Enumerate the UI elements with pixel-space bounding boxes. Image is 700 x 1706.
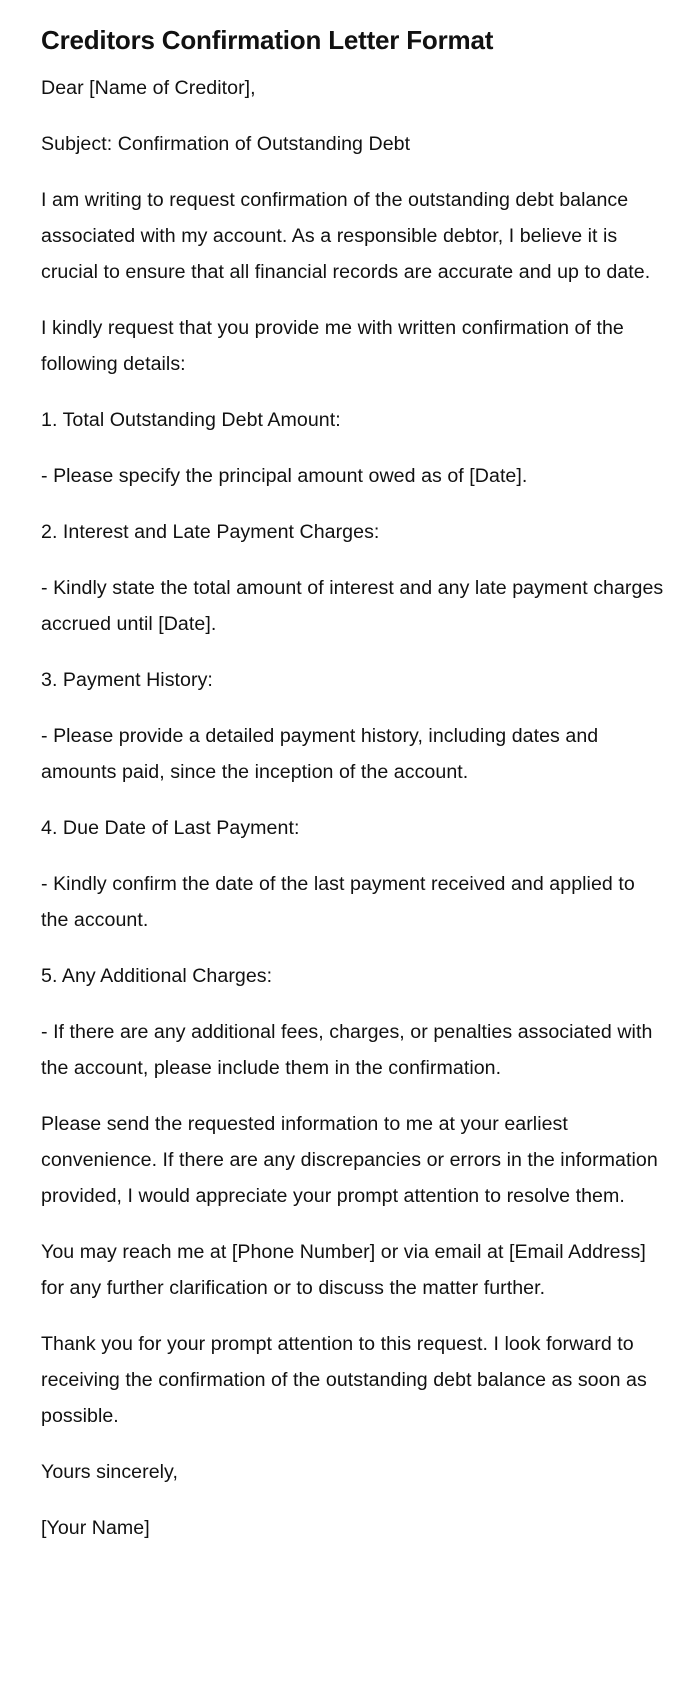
signature-name: [Your Name] xyxy=(41,1517,150,1539)
item-heading-1: 1. Total Outstanding Debt Amount: xyxy=(41,409,341,431)
contact-paragraph: You may reach me at [Phone Number] or via email at [Email Address] for any further clarification or to discuss the matter further. xyxy=(41,1241,646,1299)
document-title: Creditors Confirmation Letter Format xyxy=(41,25,494,55)
item-heading-4: 4. Due Date of Last Payment: xyxy=(41,817,300,839)
item-heading-5: 5. Any Additional Charges: xyxy=(41,965,273,987)
item-heading-2: 2. Interest and Late Payment Charges: xyxy=(41,521,380,543)
subject-line: Subject: Confirmation of Outstanding Debt xyxy=(41,133,411,155)
intro-paragraph: I am writing to request confirmation of the outstanding debt balance associated with my account. As a responsible debtor, I believe it is crucial to ensure that all financial records are accurate and up to date. xyxy=(41,189,651,283)
item-detail-5: - If there are any additional fees, charges, or penalties associated with the account, please include them in the confirmation. xyxy=(41,1021,653,1079)
salutation: Dear [Name of Creditor], xyxy=(41,77,256,99)
item-detail-4: - Kindly confirm the date of the last payment received and applied to the account. xyxy=(41,873,635,931)
thanks-paragraph: Thank you for your prompt attention to this request. I look forward to receiving the confirmation of the outstanding debt balance as soon as possible. xyxy=(41,1333,647,1427)
request-paragraph: I kindly request that you provide me with written confirmation of the following details: xyxy=(41,317,624,375)
closing: Yours sincerely, xyxy=(41,1461,178,1483)
item-heading-3: 3. Payment History: xyxy=(41,669,213,691)
item-detail-2: - Kindly state the total amount of interest and any late payment charges accrued until [Date]. xyxy=(41,577,664,635)
item-detail-3: - Please provide a detailed payment history, including dates and amounts paid, since the inception of the account. xyxy=(41,725,599,783)
send-request-paragraph: Please send the requested information to me at your earliest convenience. If there are any discrepancies or errors in the information provided, I would appreciate your prompt attention to resolve them. xyxy=(41,1113,658,1207)
item-detail-1: - Please specify the principal amount owed as of [Date]. xyxy=(41,465,528,487)
